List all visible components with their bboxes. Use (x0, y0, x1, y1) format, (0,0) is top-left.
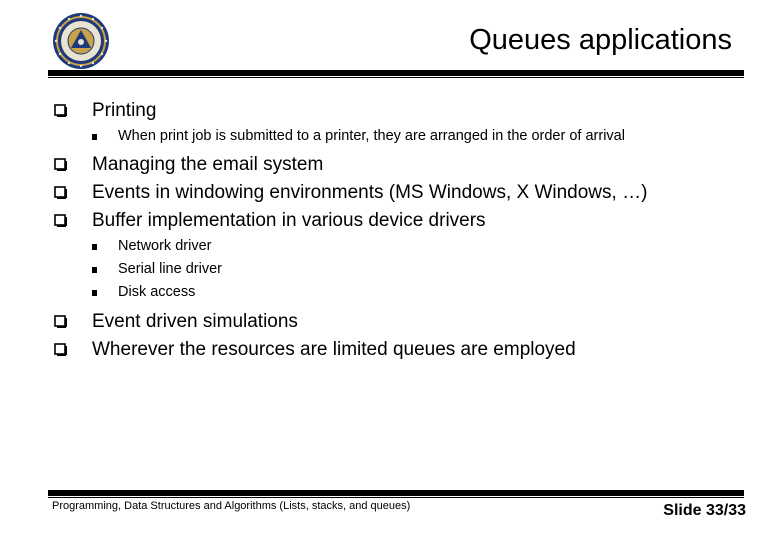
sub-bullet-text: Disk access (118, 284, 196, 300)
sub-bullet-item (54, 125, 754, 148)
sub-bullet-text: Serial line driver (118, 261, 222, 277)
square-bullet-icon (54, 104, 67, 117)
bullet-text: Events in windowing environments (MS Windows, X Windows, …) (92, 182, 648, 203)
bullet-item (54, 207, 754, 235)
header-rule (48, 70, 744, 76)
square-bullet-icon (54, 214, 67, 227)
square-bullet-icon (54, 343, 67, 356)
small-square-bullet-icon (92, 267, 97, 273)
square-bullet-icon (54, 186, 67, 199)
footer-rule-thin (48, 497, 744, 498)
bullet-text: Event driven simulations (92, 311, 298, 332)
bullet-text: Wherever the resources are limited queues are employed (92, 339, 576, 360)
bullet-item (54, 151, 754, 179)
slide-title: Queues applications (469, 24, 732, 56)
sub-bullet-item (54, 235, 754, 258)
bullet-item (54, 308, 754, 336)
header-rule-thin (48, 77, 744, 78)
footer-rule (48, 490, 744, 496)
bullet-text: Buffer implementation in various device drivers (92, 210, 486, 231)
sub-bullet-item (54, 258, 754, 281)
sub-bullet-item (54, 281, 754, 304)
bullet-list (54, 97, 754, 364)
slide-number: Slide 33/33 (663, 502, 746, 519)
bullet-item (54, 97, 754, 125)
bullet-text: Managing the email system (92, 154, 324, 175)
square-bullet-icon (54, 315, 67, 328)
sub-bullet-text: When print job is submitted to a printer, they are arranged in the order of arrival (118, 128, 625, 144)
small-square-bullet-icon (92, 134, 97, 140)
small-square-bullet-icon (92, 290, 97, 296)
university-seal-icon (52, 12, 110, 70)
footer-text: Programming, Data Structures and Algorithms (Lists, stacks, and queues) (52, 500, 411, 512)
sub-bullet-text: Network driver (118, 238, 212, 254)
bullet-text: Printing (92, 100, 157, 121)
bullet-item (54, 336, 754, 364)
bullet-item (54, 179, 754, 207)
square-bullet-icon (54, 158, 67, 171)
small-square-bullet-icon (92, 244, 97, 250)
